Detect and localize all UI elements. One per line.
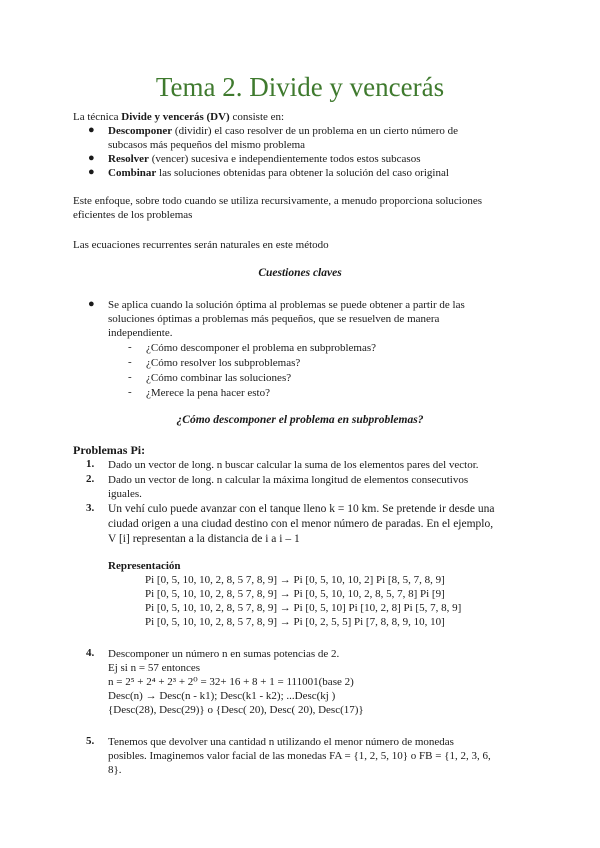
- problem-5-text: Tenemos que devolver una cantidad n utilizando el menor número de monedas: [108, 736, 454, 748]
- paragraph-line: eficientes de los problemas: [73, 209, 193, 221]
- bullet-dot-icon: ●: [88, 166, 95, 178]
- problem-1-text: Dado un vector de long. n buscar calcular la suma de los elementos pares del vector.: [108, 459, 479, 471]
- step-bold: Descomponer: [108, 125, 173, 137]
- bullet-dot-icon: ●: [88, 298, 95, 310]
- problem-number: 5.: [86, 735, 95, 747]
- problem-number: 3.: [86, 502, 95, 514]
- problem-5-text-cont: 8}.: [108, 764, 122, 776]
- problem-4-line: Ej si n = 57 entonces: [108, 662, 201, 674]
- step-text: (dividir) el caso resolver de un problema en un cierto número de: [172, 125, 459, 137]
- paragraph-line: Las ecuaciones recurrentes serán naturales en este método: [73, 239, 329, 251]
- problem-number: 1.: [86, 458, 95, 470]
- step-text: (vencer) sucesiva e independientemente todos estos subcasos: [148, 153, 421, 165]
- question-item: ¿Cómo combinar las soluciones?: [146, 372, 292, 384]
- problem-4-line: n = 2⁵ + 2⁴ + 2³ + 2⁰ = 32+ 16 + 8 + 1 = 111001(base 2): [108, 676, 354, 688]
- problem-3-text: Un vehí culo puede avanzar con el tanque lleno k = 10 km. Se pretende ir desde una: [108, 503, 495, 515]
- problems-heading: Problemas Pi:: [73, 443, 146, 457]
- representation-heading: Representación: [108, 560, 181, 572]
- question-item: ¿Cómo resolver los subproblemas?: [146, 357, 301, 369]
- key-bullet-line: Se aplica cuando la solución óptima al problemas se puede obtener a partir de las: [108, 299, 465, 311]
- bullet-dot-icon: ●: [88, 124, 95, 136]
- step-text: las soluciones obtenidas para obtener la solución del caso original: [156, 167, 449, 179]
- problem-number: 2.: [86, 473, 95, 485]
- representation-line: Pi [0, 5, 10, 10, 2, 8, 5 7, 8, 9] → Pi [0, 2, 5, 5] Pi [7, 8, 8, 9, 10, 10]: [145, 616, 445, 628]
- intro-paragraph: [73, 110, 284, 124]
- problem-4-line: Descomponer un número n en sumas potencias de 2.: [108, 648, 340, 660]
- dash-icon: -: [128, 356, 132, 368]
- intro-post: consiste en:: [229, 111, 285, 123]
- intro-pre: La técnica: [73, 111, 122, 123]
- problem-3-text-cont: V [i] representan a la distancia de i a i – 1: [108, 533, 300, 545]
- dash-icon: -: [128, 341, 132, 353]
- dash-icon: -: [128, 371, 132, 383]
- step-descomponer: [108, 124, 458, 138]
- step-combinar: [108, 166, 449, 180]
- step-bold: Resolver: [108, 153, 149, 165]
- representation-line: Pi [0, 5, 10, 10, 2, 8, 5 7, 8, 9] → Pi [0, 5, 10, 10, 2, 8, 5, 7, 8] Pi [9]: [145, 588, 445, 600]
- paragraph-line: Este enfoque, sobre todo cuando se utiliza recursivamente, a menudo proporciona soluciones: [73, 195, 483, 207]
- step-descomponer-cont: subcasos más pequeños del mismo problema: [108, 139, 306, 151]
- bullet-dot-icon: ●: [88, 152, 95, 164]
- representation-line: Pi [0, 5, 10, 10, 2, 8, 5 7, 8, 9] → Pi [0, 5, 10, 10, 2] Pi [8, 5, 7, 8, 9]: [145, 574, 445, 586]
- problem-4-line: Desc(n) → Desc(n - k1); Desc(k1 - k2); ...Desc(kj ): [108, 690, 336, 702]
- question-item: ¿Cómo descomponer el problema en subproblemas?: [146, 342, 377, 354]
- key-bullet-line: soluciones óptimas a problemas más pequeños, que se resuelven de manera: [108, 313, 440, 325]
- section-heading-descomponer: ¿Cómo descomponer el problema en subproblemas?: [176, 414, 424, 426]
- step-bold: Combinar: [108, 167, 157, 179]
- page-title: Tema 2. Divide y vencerás: [155, 72, 445, 102]
- intro-bold: Divide y vencerás (DV): [121, 111, 230, 123]
- problem-2-text-cont: iguales.: [108, 488, 142, 500]
- representation-line: Pi [0, 5, 10, 10, 2, 8, 5 7, 8, 9] → Pi [0, 5, 10] Pi [10, 2, 8] Pi [5, 7, 8, 9]: [145, 602, 462, 614]
- problem-3-text-cont: ciudad origen a una ciudad destino con el menor número de paradas. En el ejemplo,: [108, 518, 494, 530]
- key-bullet-line: independiente.: [108, 327, 173, 339]
- problem-2-text: Dado un vector de long. n calcular la máxima longitud de elementos consecutivos: [108, 474, 469, 486]
- problem-5-text-cont: posibles. Imaginemos valor facial de las monedas FA = {1, 2, 5, 10} o FB = {1, 2, 3, 6,: [108, 750, 491, 762]
- question-item: ¿Merece la pena hacer esto?: [146, 387, 270, 399]
- problem-4-line: {Desc(28), Desc(29)} o {Desc( 20), Desc( 20), Desc(17)}: [108, 704, 364, 716]
- dash-icon: -: [128, 386, 132, 398]
- problem-number: 4.: [86, 647, 95, 659]
- step-resolver: [108, 152, 421, 166]
- section-heading-cuestiones: Cuestiones claves: [258, 267, 342, 279]
